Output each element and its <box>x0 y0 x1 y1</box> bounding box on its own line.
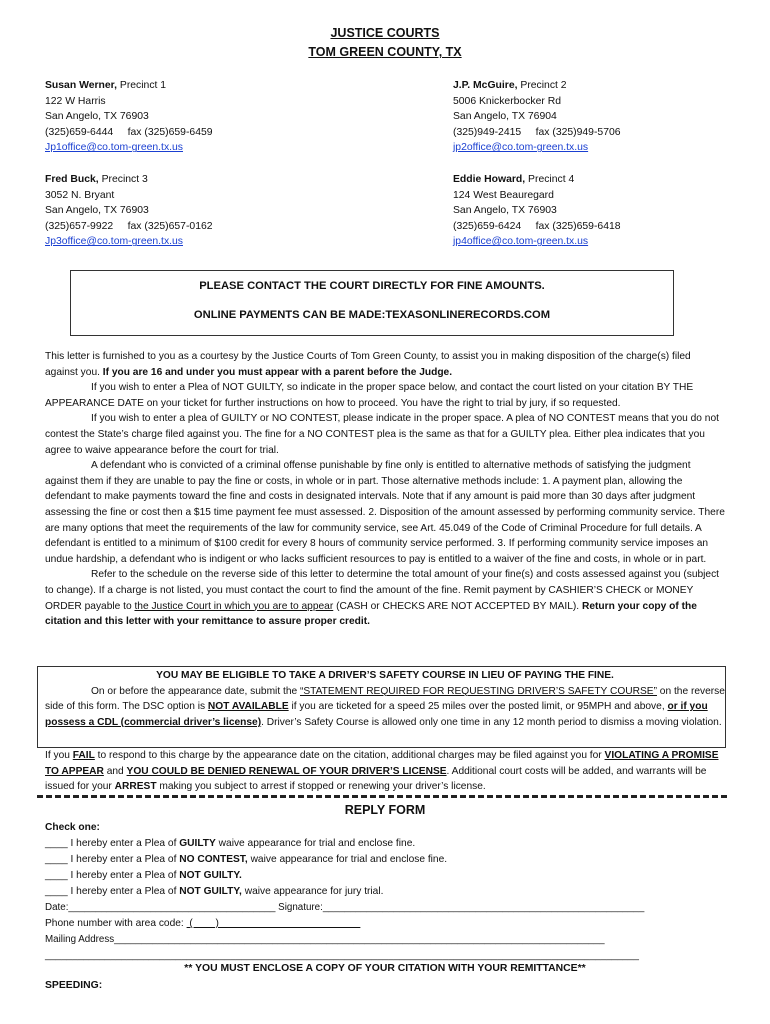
plea-tail: waive appearance for trial and enclose fine. <box>247 854 448 865</box>
precinct-3-block <box>45 172 213 250</box>
fax: fax (325)659-6459 <box>127 126 213 138</box>
plea-type: NOT GUILTY, <box>179 886 242 897</box>
fail-text-g: . Additional court costs will be added, and warrants will be issued for your <box>45 765 707 793</box>
fail-word: FAIL <box>72 750 95 761</box>
header-county-title: TOM GREEN COUNTY, TX <box>308 45 462 59</box>
plea-type: GUILTY <box>179 838 216 849</box>
city: San Angelo, TX 76903 <box>453 205 557 217</box>
address: 124 West Beauregard <box>453 189 554 201</box>
fail-license: YOU COULD BE DENIED RENEWAL OF YOUR DRIVER’S LICENSE <box>126 765 447 777</box>
enclose-citation-notice: ** YOU MUST ENCLOSE A COPY OF YOUR CITATION WITH YOUR REMITTANCE** <box>184 963 586 974</box>
email-link[interactable]: jp4office@co.tom-green.tx.us <box>453 236 589 248</box>
precinct-4-block <box>453 172 621 250</box>
remittance-paragraph <box>45 567 725 629</box>
city: San Angelo, TX 76903 <box>45 205 149 217</box>
plea-guilty-option[interactable] <box>45 836 735 852</box>
driver-safety-course-text <box>45 668 725 730</box>
fail-text-e: and <box>103 765 127 777</box>
phone: (325)659-6424 <box>453 220 522 232</box>
phone-field[interactable] <box>45 916 735 932</box>
alternative-methods-paragraph: A defendant who is convicted of a criminal offense punishable by fine only is entitled to alternative methods of satisfying the judgment against them if they are unable to pay the fine or costs, in whole or in part. Those alternative methods include: 1. A payment plan, allowing the defendant to make payments toward the fine and costs in designated intervals. Note that if any amount is paid more than 30 days after judgment assessing the fine or cost then a $15 time payment fee must assessed. 2. Disposition of the amount assessed by performing community service. There are many options that meet the requirements of the law for community service, see Art. 45.049 of the Code of Criminal Procedure for full details. A defendant is entitled to a minimum of $100 credit for every 8 hours of community service performed. 3. If performing community service imposes an undue hardship, a defendant who is indigent or who lacks sufficient resources to pay is entitled to a waiver of the fine and costs, in whole or in part. <box>45 460 725 565</box>
dsc-text-c: on the reverse side of this form. The DSC option is <box>45 685 725 713</box>
judge-name: Eddie Howard, <box>453 174 526 185</box>
address: 122 W Harris <box>45 95 106 107</box>
fail-text-c: to respond to this charge by the appearance date on the citation, additional charges may be filed against you for <box>94 750 605 761</box>
fine-notice-box <box>70 270 674 336</box>
return-copy-note: Return your copy of the citation and this letter with your remittance to assure proper credit. <box>45 600 697 628</box>
dsc-not-available: NOT AVAILABLE <box>207 701 289 713</box>
city: San Angelo, TX 76903 <box>45 111 149 123</box>
mailing-address-field[interactable]: Mailing Address__________________________________________________________________________________________ <box>45 934 605 945</box>
cash-note: (CASH or CHECKS ARE NOT ACCEPTED BY MAIL). <box>333 600 582 612</box>
fail-warning <box>45 748 725 795</box>
fail-text-a: If you <box>45 750 73 761</box>
plea-no-contest-option[interactable] <box>45 852 735 868</box>
fail-text-i: making you subject to arrest if stopped or renewing your driver’s license. <box>156 781 486 793</box>
phone-blank[interactable]: ( ) <box>186 918 361 929</box>
dsc-text-a: On or before the appearance date, submit the <box>91 685 300 697</box>
judge-name: Fred Buck, <box>45 174 99 185</box>
precinct-label: Precinct 3 <box>98 174 148 185</box>
reply-form <box>45 820 735 964</box>
guilty-paragraph: If you wish to enter a plea of GUILTY or NO CONTEST, please indicate in the proper space. A plea of NO CONTEST means that you do not contest the State’s charge filed against you. The fine for a NO CONTEST plea is the same as that for a GUILTY plea. Either plea indicates that you agree to waive appearance before the court for trial. <box>45 413 719 456</box>
fax: fax (325)949-5706 <box>535 126 621 138</box>
fail-promise: VIOLATING A PROMISE TO APPEAR <box>45 750 719 777</box>
plea-type: NOT GUILTY. <box>179 870 242 881</box>
plea-text: ____ I hereby enter a Plea of <box>45 838 180 849</box>
intro-paragraph <box>45 349 725 380</box>
fail-paragraph <box>45 748 725 795</box>
speeding-label: SPEEDING: <box>45 980 103 991</box>
phone: (325)657-9922 <box>45 220 114 232</box>
remit-text: Refer to the schedule on the reverse side of this letter to determine the total amount of your fine(s) and costs assessed against you (subject to change). If a charge is not listed, you must contact the court to find the amount of the fine. Remit payment by CASHIER’S CHECK or MONEY ORDER payable to <box>45 569 720 612</box>
letter-body <box>45 349 725 630</box>
judge-name: Susan Werner, <box>45 80 117 91</box>
plea-text: ____ I hereby enter a Plea of <box>45 854 180 865</box>
city: San Angelo, TX 76904 <box>453 111 557 123</box>
email-link[interactable]: Jp3office@co.tom-green.tx.us <box>45 236 183 248</box>
header-court-title: JUSTICE COURTS <box>330 26 440 40</box>
fail-arrest: ARREST <box>114 781 157 793</box>
dsc-statement: “STATEMENT REQUIRED FOR REQUESTING DRIVER’S SAFETY COURSE” <box>299 685 657 697</box>
plea-text: ____ I hereby enter a Plea of <box>45 870 180 881</box>
dsc-text-e: if you are ticketed for a speed 25 miles over the posted limit, or 95MPH and above, <box>288 701 668 713</box>
precinct-2-block <box>453 78 621 156</box>
dsc-cdl: or if you possess a CDL (commercial driver’s license) <box>45 701 708 728</box>
phone: (325)659-6444 <box>45 126 114 138</box>
email-link[interactable]: jp2office@co.tom-green.tx.us <box>453 142 589 154</box>
precinct-label: Precinct 2 <box>517 80 567 91</box>
intro-text: This letter is furnished to you as a courtesy by the Justice Courts of Tom Green County, to assist you in making disposition of the charge(s) filed against you. <box>45 351 691 378</box>
check-one-label: Check one: <box>45 822 100 833</box>
dsc-text-g: . Driver’s Safety Course is allowed only one time in any 12 month period to dismiss a moving violation. <box>261 716 722 728</box>
dsc-title: YOU MAY BE ELIGIBLE TO TAKE A DRIVER’S SAFETY COURSE IN LIEU OF PAYING THE FINE. <box>156 670 614 681</box>
phone: (325)949-2415 <box>453 126 522 138</box>
reply-form-title: REPLY FORM <box>344 803 426 817</box>
online-payment-line: ONLINE PAYMENTS CAN BE MADE:TEXASONLINERECORDS.COM <box>193 309 551 321</box>
not-guilty-paragraph: If you wish to enter a Plea of NOT GUILTY, so indicate in the proper space below, and contact the court listed on your citation BY THE APPEARANCE DATE on your ticket for further instructions on how to proceed. You have the right to trial by jury, if so requested. <box>45 382 694 409</box>
payee-text: the Justice Court in which you are to appear <box>134 600 334 612</box>
plea-not-guilty-jury-option[interactable] <box>45 884 735 900</box>
cut-line <box>37 795 727 798</box>
phone-label: Phone number with area code: <box>45 918 187 929</box>
judge-name: J.P. McGuire, <box>453 80 518 91</box>
plea-tail: waive appearance for trial and enclose fine. <box>215 838 416 849</box>
fax: fax (325)657-0162 <box>127 220 213 232</box>
email-link[interactable]: Jp1office@co.tom-green.tx.us <box>45 142 183 154</box>
address: 5006 Knickerbocker Rd <box>453 95 562 107</box>
fine-notice-line: PLEASE CONTACT THE COURT DIRECTLY FOR FINE AMOUNTS. <box>199 280 545 292</box>
plea-tail: waive appearance for jury trial. <box>241 886 384 897</box>
plea-type: NO CONTEST, <box>179 854 248 865</box>
dsc-paragraph <box>45 684 725 731</box>
precinct-label: Precinct 4 <box>525 174 575 185</box>
precinct-label: Precinct 1 <box>117 80 167 91</box>
precinct-1-block <box>45 78 213 156</box>
fax: fax (325)659-6418 <box>535 220 621 232</box>
plea-not-guilty-option[interactable] <box>45 868 735 884</box>
plea-text: ____ I hereby enter a Plea of <box>45 886 180 897</box>
minor-notice: If you are 16 and under you must appear with a parent before the Judge. <box>102 366 453 378</box>
date-signature-field[interactable]: Date:______________________________________ Signature:___________________________________________________________ <box>45 902 645 913</box>
address: 3052 N. Bryant <box>45 189 115 201</box>
mailing-address-line-2[interactable]: _____________________________________________________________________________________________________________ <box>45 950 639 961</box>
